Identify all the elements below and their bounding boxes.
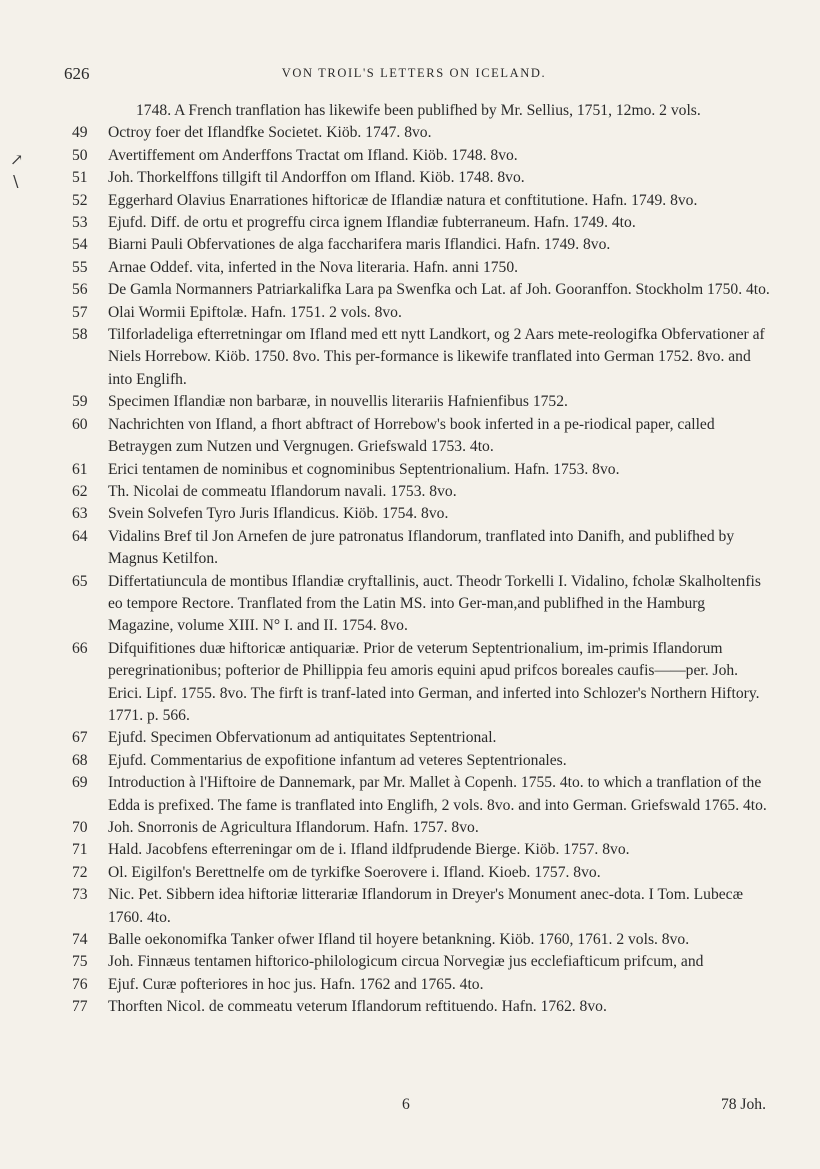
entry-text: Introduction à l'Hiftoire de Dannemark, par Mr. Mallet à Copenh. 1755. 4to. to which a tranflation of the Edda is prefixed. The fame is tranflated into Englifh, 2 vols. 8vo. and into German. Griefswald 1765. 4to. [108, 774, 767, 814]
entry-text: Ol. Eigilfon's Berettnelfe om de tyrkifke Soerovere i. Ifland. Kioeb. 1757. 8vo. [108, 863, 601, 881]
entry-text: Joh. Snorronis de Agricultura Iflandorum. Hafn. 1757. 8vo. [108, 819, 479, 836]
signature-mark: 6 [402, 1096, 410, 1113]
entry-number: 49 [72, 124, 88, 142]
entry-number: 72 [72, 863, 88, 881]
bibliography-entry [72, 257, 772, 279]
bibliography-entry [72, 100, 772, 122]
entry-number: 63 [72, 505, 88, 523]
page-header [64, 64, 764, 86]
entry-text: Balle oekonomifka Tanker ofwer Ifland til hoyere betankning. Kiöb. 1760, 1761. 2 vols. 8vo. [108, 931, 690, 949]
entry-text: Olai Wormii Epiftolæ. Hafn. 1751. 2 vols. 8vo. [108, 303, 402, 321]
entry-number: 62 [72, 482, 88, 500]
catchword: 78 Joh. [720, 1096, 766, 1113]
entry-text: Th. Nicolai de commeatu Iflandorum navali. 1753. 8vo. [108, 482, 457, 500]
bibliography-entry [72, 750, 772, 772]
entry-number: 77 [72, 998, 88, 1016]
entry-text: Ejufd. Specimen Obfervationum ad antiquitates Septentrional. [108, 729, 497, 747]
entry-text: Biarni Pauli Obfervationes de alga faccharifera maris Iflandici. Hafn. 1749. 8vo. [108, 236, 611, 254]
entry-text: Difquifitiones duæ hiftoricæ antiquariæ. Prior de veterum Septentrionalium, im-primis Iflandorum peregrinationibus; pofterior de Phillippia feu amoris equini apud prifcos boreales caufis——per. Joh. Erici. Lipf. 1755. 8vo. The firft is tranf-lated into German, and inferted into Schlozer's Northern Hiftory. 1771. p. 566. [108, 639, 760, 724]
entry-number: 69 [72, 774, 88, 792]
entry-number: 74 [72, 931, 88, 949]
entry-text: Octroy foer det Iflandfke Societet. Kiöb. 1747. 8vo. [108, 124, 432, 142]
page-footer [72, 1096, 772, 1118]
bibliography-entry [72, 234, 772, 256]
bibliography-list [72, 100, 772, 1019]
entry-text: Nic. Pet. Sibbern idea hiftoriæ litterariæ Iflandorum in Dreyer's Monument anec-dota. I Tom. Lubecæ 1760. 4to. [108, 886, 743, 926]
entry-text: Nachrichten von Ifland, a fhort abftract of Horrebow's book inferted in a pe-riodical paper, called Betraygen zum Nutzen und Vergnugen. Griefswald 1753. 4to. [108, 415, 715, 456]
entry-number: 71 [72, 841, 88, 859]
entry-text: Ejufd. Diff. de ortu et progreffu circa ignem Iflandiæ fubterraneum. Hafn. 1749. 4to. [108, 214, 636, 232]
bibliography-entry [72, 772, 772, 817]
bibliography-entry [72, 279, 772, 301]
entry-text: Thorften Nicol. de commeatu veterum Iflandorum reftituendo. Hafn. 1762. 8vo. [108, 998, 607, 1016]
entry-text: Arnae Oddef. vita, inferted in the Nova literaria. Hafn. anni 1750. [108, 258, 519, 276]
entry-text: Hald. Jacobfens efterreningar om de i. Ifland ildfprudende Bierge. Kiöb. 1757. 8vo. [108, 841, 630, 859]
entry-number: 61 [72, 460, 88, 478]
entry-number: 76 [72, 975, 88, 993]
margin-mark: ↗ [10, 152, 24, 169]
entry-number: 52 [72, 191, 88, 209]
entry-text: Vidalins Bref til Jon Arnefen de jure patronatus Iflandorum, tranflated into Danifh, and publifhed by Magnus Ketilfon. [108, 527, 735, 568]
bibliography-entry [72, 481, 772, 503]
entry-text: Ejuf. Curæ pofteriores in hoc jus. Hafn. 1762 and 1765. 4to. [108, 975, 484, 993]
entry-number: 53 [72, 214, 88, 232]
bibliography-entry [72, 862, 772, 884]
entry-text: Joh. Thorkelffons tillgift til Andorffon om Ifland. Kiöb. 1748. 8vo. [108, 169, 525, 187]
entry-number: 57 [72, 303, 88, 321]
bibliography-entry [72, 414, 772, 459]
entry-text: Erici tentamen de nominibus et cognominibus Septentrionalium. Hafn. 1753. 8vo. [108, 460, 620, 478]
entry-text: Svein Solvefen Tyro Juris Iflandicus. Kiöb. 1754. 8vo. [108, 505, 449, 523]
bibliography-entry [72, 571, 772, 638]
entry-number: 65 [72, 572, 88, 590]
entry-text: De Gamla Normanners Patriarkalifka Lara pa Swenfka och Lat. af Joh. Gooranffon. Stockholm 1750. 4to. [108, 281, 770, 299]
entry-text: 1748. A French tranflation has likewife been publifhed by Mr. Sellius, 1751, 12mo. 2 vols. [136, 102, 701, 119]
entry-number: 54 [72, 236, 88, 254]
entry-number: 64 [72, 527, 88, 545]
bibliography-entry [72, 526, 772, 571]
bibliography-entry [72, 302, 772, 324]
bibliography-entry [72, 929, 772, 951]
bibliography-entry [72, 503, 772, 525]
margin-mark: ∖ [10, 174, 21, 191]
bibliography-entry [72, 391, 772, 413]
bibliography-entry [72, 884, 772, 929]
bibliography-entry [72, 212, 772, 234]
bibliography-entry [72, 996, 772, 1018]
entry-text: Specimen Iflandiæ non barbaræ, in nouvellis literariis Hafnienfibus 1752. [108, 393, 568, 411]
bibliography-entry [72, 839, 772, 861]
entry-number: 60 [72, 415, 88, 433]
page-number: 626 [64, 64, 90, 83]
entry-text: Tilforladeliga efterretningar om Ifland med ett nytt Landkort, og 2 Aars mete-reologifka Obfervationer af Niels Horrebow. Kiöb. 1750. 8vo. This per-formance is likewife tranflated into German 1752. 8vo. and into Englifh. [108, 326, 765, 388]
running-title: VON TROIL'S LETTERS ON ICELAND. [281, 66, 547, 80]
bibliography-entry [72, 167, 772, 189]
bibliography-entry [72, 459, 772, 481]
entry-text: Eggerhard Olavius Enarrationes hiftoricæ de Iflandiæ natura et conftitutione. Hafn. 1749. 8vo. [108, 191, 698, 209]
entry-text: Differtatiuncula de montibus Iflandiæ cryftallinis, auct. Theodr Torkelli I. Vidalino, fcholæ Skalholtenfis eo tempore Rectore. Tranflated from the Latin MS. into Ger-man,and publifhed in the Hamburg Magazine, volume XIII. N° I. and II. 1754. 8vo. [108, 572, 761, 635]
entry-number: 59 [72, 393, 88, 411]
entry-number: 68 [72, 751, 88, 769]
bibliography-entry [72, 324, 772, 391]
bibliography-entry [72, 145, 772, 167]
bibliography-entry [72, 638, 772, 728]
entry-number: 70 [72, 819, 88, 836]
bibliography-entry [72, 122, 772, 144]
entry-number: 67 [72, 729, 88, 747]
entry-number: 58 [72, 326, 88, 344]
bibliography-entry [72, 190, 772, 212]
bibliography-entry [72, 727, 772, 749]
bibliography-entry [72, 951, 772, 973]
bibliography-entry [72, 817, 772, 839]
entry-number: 73 [72, 886, 88, 904]
entry-text: Avertiffement om Anderffons Tractat om Ifland. Kiöb. 1748. 8vo. [108, 146, 518, 164]
entry-number: 55 [72, 258, 88, 276]
entry-number: 75 [72, 953, 88, 971]
bibliography-entry [72, 974, 772, 996]
entry-number: 50 [72, 146, 88, 164]
entry-text: Ejufd. Commentarius de expofitione infantum ad veteres Septentrionales. [108, 751, 567, 769]
entry-number: 56 [72, 281, 88, 299]
entry-text: Joh. Finnæus tentamen hiftorico-philologicum circua Norvegiæ jus ecclefiafticum prifcum, and [108, 953, 704, 971]
entry-number: 66 [72, 639, 88, 657]
entry-number: 51 [72, 169, 88, 187]
